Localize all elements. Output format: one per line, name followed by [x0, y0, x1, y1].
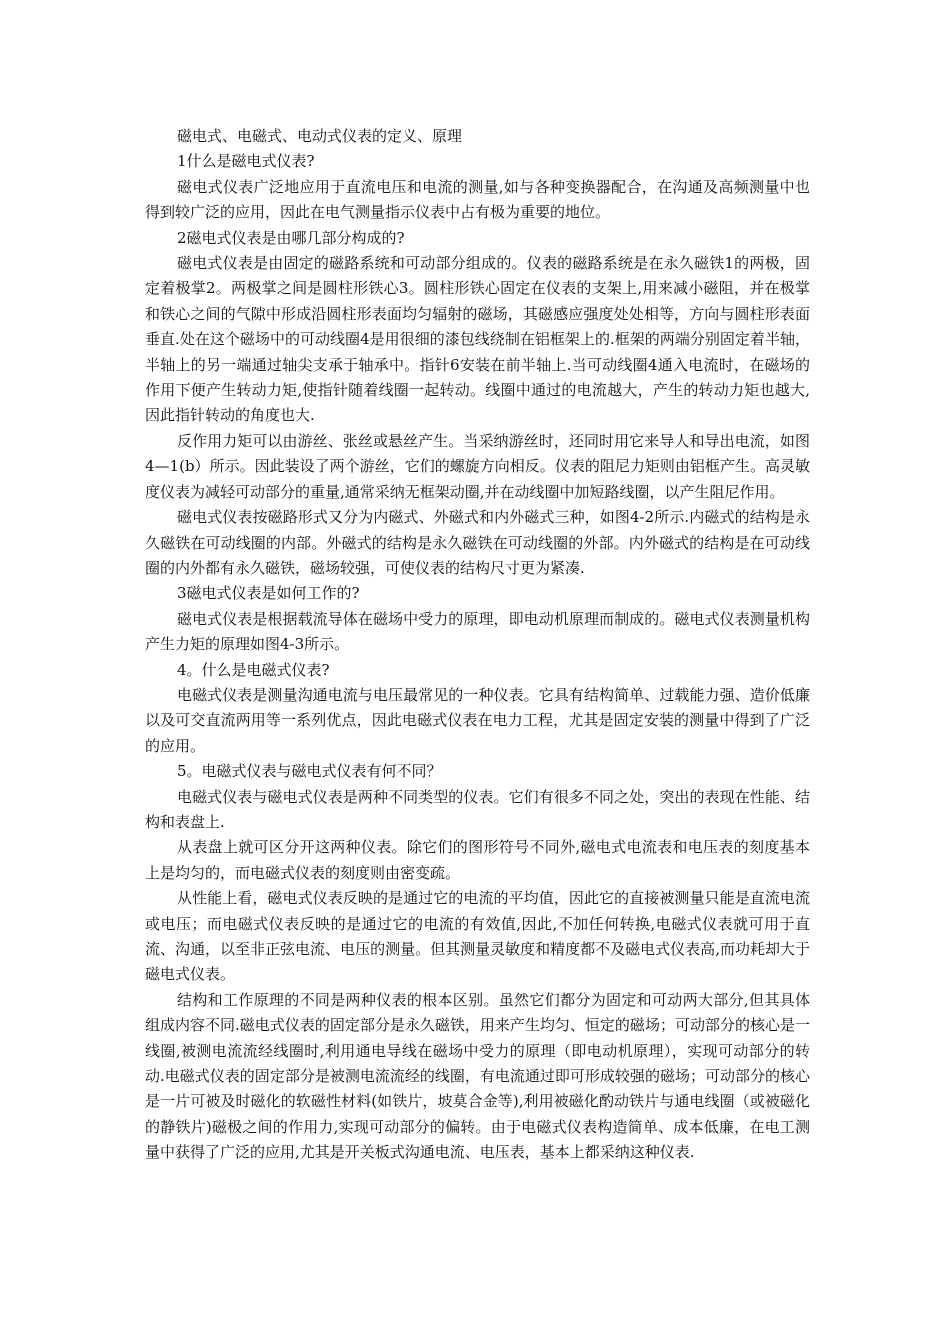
answer-paragraph: 从性能上看，磁电式仪表反映的是通过它的电流的平均值，因此它的直接被测量只能是直流电流或电压；而电磁式仪表反映的是通过它的电流的有效值,因此,不加任何转换,电磁式仪表就可用于直流、沟通，以至非正弦电流、电压的测量。但其测量灵敏度和精度都不及磁电式仪表高,而功耗却大于磁电式仪表。: [145, 889, 810, 984]
answer-paragraph: 从表盘上就可区分开这两种仪表。除它们的图形符号不同外,磁电式电流表和电压表的刻度基本上是均匀的，而电磁式仪表的刻度则由密变疏。: [145, 838, 810, 882]
document-title: 磁电式、电磁式、电动式仪表的定义、原理: [177, 127, 463, 145]
answer-paragraph: 磁电式仪表是由固定的磁路系统和可动部分组成的。仪表的磁路系统是在永久磁铁1的两极，固定着极掌2。两极掌之间是圆柱形铁心3。圆柱形铁心固定在仪表的支架上,用来减小磁阻，并在极掌和铁心之间的气隙中形成沿圆柱形表面均匀辐射的磁场，其磁感应强度处处相等，方向与圆柱形表面垂直.处在这个磁场中的可动线圈4是用很细的漆包线绕制在铝框架上的.框架的两端分别固定着半轴，半轴上的另一端通过轴尖支承于轴承中。指针6安装在前半轴上.当可动线圈4通入电流时，在磁场的作用下便产生转动力矩,使指针随着线圈一起转动。线圈中通过的电流越大，产生的转动力矩也越大,因此指针转动的角度也大.: [145, 254, 810, 425]
question-heading-1: 1什么是磁电式仪表?: [177, 152, 315, 171]
answer-paragraph: 反作用力矩可以由游丝、张丝或悬丝产生。当采纳游丝时，还同时用它来导人和导出电流，如图4—1(b）所示。因此装设了两个游丝，它们的螺旋方向相反。仪表的阻尼力矩则由铝框产生。高灵敏度仪表为减轻可动部分的重量,通常采纳无框架动圈,并在动线圈中加短路线圈，以产生阻尼作用。: [145, 431, 810, 501]
question-heading-2: 2磁电式仪表是由哪几部分构成的?: [177, 228, 405, 247]
question-heading-3: 3磁电式仪表是如何工作的?: [177, 584, 360, 603]
answer-paragraph: 磁电式仪表是根据载流导体在磁场中受力的原理，即电动机原理而制成的。磁电式仪表测量机构产生力矩的原理如图4-3所示。: [145, 609, 810, 654]
document-page: [145, 124, 810, 1166]
answer-paragraph: 结构和工作原理的不同是两种仪表的根本区别。虽然它们都分为固定和可动两大部分,但其具体组成内容不同.磁电式仪表的固定部分是永久磁铁，用来产生均匀、恒定的磁场；可动部分的核心是一线圈,被测电流流经线圈时,利用通电导线在磁场中受力的原理（即电动机原理），实现可动部分的转动.电磁式仪表的固定部分是被测电流流经的线圈，有电流通过即可形成较强的磁场；可动部分的核心是一片可被及时磁化的软磁性材料(如铁片，坡莫合金等),利用被磁化酌动铁片与通电线圈（或被磁化的静铁片)磁极之间的作用力,实现可动部分的偏转。由于电磁式仪表构造简单、成本低廉，在电工测量中获得了广泛的应用,尤其是开关板式沟通电流、电压表，基本上都采纳这种仪表.: [145, 990, 810, 1162]
question-heading-5: 5。电磁式仪表与磁电式仪表有何不同？: [177, 762, 442, 781]
answer-paragraph: 磁电式仪表按磁路形式又分为内磁式、外磁式和内外磁式三种，如图4-2所示.内磁式的结构是永久磁铁在可动线圈的内部。外磁式的结构是永久磁铁在可动线圈的外部。内外磁式的结构是在可动线圈的内外都有永久磁铁，磁场较强，可使仪表的结构尺寸更为紧凑.: [145, 508, 810, 577]
question-heading-4: 4。什么是电磁式仪表?: [177, 660, 330, 679]
answer-paragraph: 磁电式仪表广泛地应用于直流电压和电流的测量,如与各种变换器配合，在沟通及高频测量中也得到较广泛的应用，因此在电气测量指示仪表中占有极为重要的地位。: [145, 177, 810, 222]
answer-paragraph: 电磁式仪表是测量沟通电流与电压最常见的一种仪表。它具有结构简单、过载能力强、造价低廉以及可交直流两用等一系列优点，因此电磁式仪表在电力工程，尤其是固定安装的测量中得到了广泛的应用。: [145, 685, 810, 755]
answer-paragraph: 电磁式仪表与磁电式仪表是两种不同类型的仪表。它们有很多不同之处，突出的表现在性能、结构和表盘上.: [145, 787, 810, 831]
